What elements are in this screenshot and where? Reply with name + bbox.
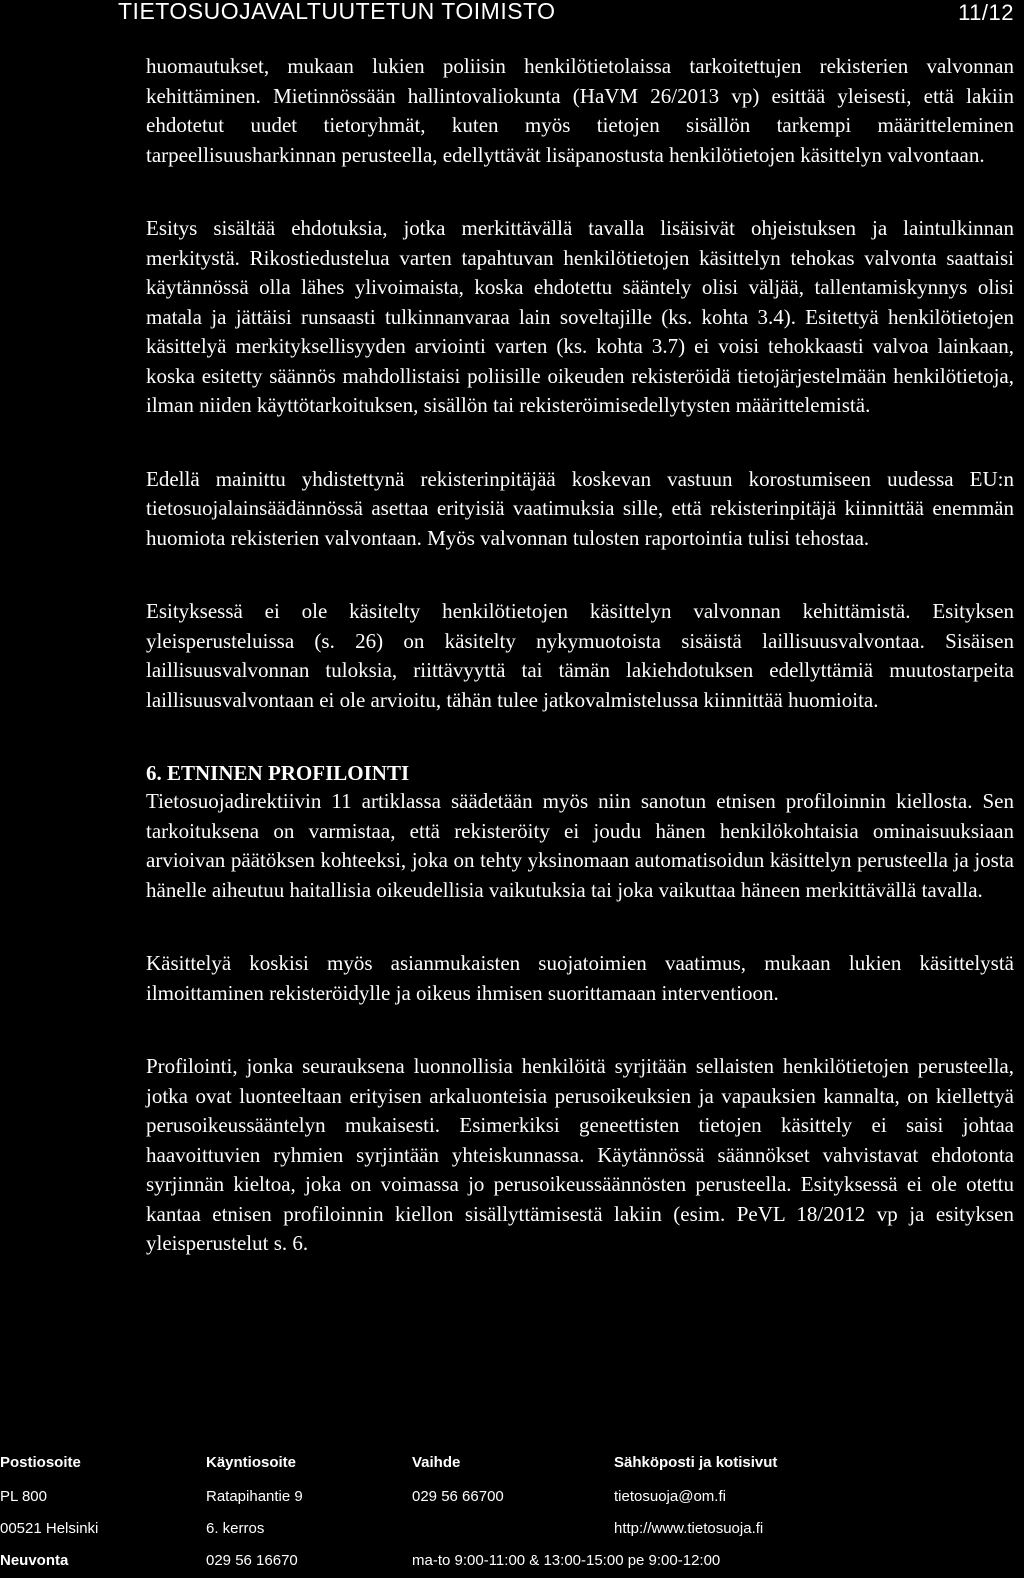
paragraph-2: Esitys sisältää ehdotuksia, jotka merkittävällä tavalla lisäisivät ohjeistuksen ja laintulkinnan merkitystä. Rikostiedustelua varten tapahtuvan henkilötietojen käsittelyn tehokas valvonta saattaisi käytännössä olla lähes ylivoimaista, koska ehdotettu sääntely olisi väljää, tallentamiskynnys olisi matala ja jättäisi runsaasti tulkinnanvaraa lain soveltajille (ks. kohta 3.4). Esitettyä henkilötietojen käsittelyä merkityksellisyyden arviointi varten (ks. kohta 3.7) ei voisi tehokkaasti valvoa lainkaan, koska esitetty säännös mahdollistaisi poliisille oikeuden rekisteröidä tietojärjestelmään henkilötietoja, ilman niiden käyttötarkoituksen, sisällön tai rekisteröimisedellytysten määrittelemistä. [146, 216, 1014, 417]
footer-postiosoite-label: Postiosoite [0, 1454, 81, 1471]
page-footer [0, 1448, 1024, 1578]
section-paragraph-1: Tietosuojadirektiivin 11 artiklassa säädetään myös niin sanotun etnisen profiloinnin kiellosta. Sen tarkoituksena on varmistaa, että rekisteröity ei joudu hänen henkilökohtaisia ominaisuuksiaan arvioivan päätöksen kohteeksi, joka on tehty yksinomaan automatisoidun käsittelyn perusteella ja josta hänelle aiheutuu haitallisia oikeudellisia vaikutuksia tai joka vaikuttaa häneen merkittävällä tavalla. [146, 789, 1014, 902]
section-paragraph-3: Profilointi, jonka seurauksena luonnollisia henkilöitä syrjitään sellaisten henkilötietojen perusteella, jotka ovat luonteeltaan erityisen arkaluonteisia perusoikeuksien ja vapauksien kannalta, on kiellettyä perusoikeussääntelyn mukaisesti. Esimerkiksi geneettisten tietojen käsittely ei saisi johtaa haavoittuvien ryhmien syrjintään yhteiskunnassa. Käytännössä säännökset vahvistavat ehdotonta syrjinnän kieltoa, joka on voimassa jo perusoikeussäännösten perusteella. Esityksessä ei ole otettu kantaa etnisen profiloinnin kiellon sisällyttämisestä lakiin (esim. PeVL 18/2012 vp ja esityksen yleisperustelut s. 6. [146, 1054, 1014, 1255]
paragraph-4: Esityksessä ei ole käsitelty henkilötietojen käsittelyn valvonnan kehittämistä. Esityksen yleisperusteluissa (s. 26) on käsitelty nykymuotoista sisäistä laillisuusvalvontaa. Sisäisen laillisuusvalvonnan tuloksia, riittävyyttä tai tämän lakiehdotuksen edellyttämiä muutostarpeita laillisuusvalvontaan ei ole arvioitu, tähän tulee jatkovalmistelussa kiinnittää huomioita. [146, 599, 1014, 712]
footer-neuvonta-label: Neuvonta [0, 1552, 69, 1569]
footer-postiosoite-line1: PL 800 [0, 1488, 47, 1505]
footer-neuvonta-value: 029 56 16670 [206, 1552, 298, 1569]
paragraph-3: Edellä mainittu yhdistettynä rekisterinpitäjää koskevan vastuun korostumiseen uudessa EU:n tietosuojalainsäädännössä asettaa erityisiä vaatimuksia sille, että rekisterinpitäjä kiinnittää enemmän huomiota rekisterien valvontaan. Myös valvonnan tulosten raportointia tulisi tehostaa. [146, 466, 1014, 550]
footer-opening-hours: ma-to 9:00-11:00 & 13:00-15:00 pe 9:00-12:00 [412, 1552, 721, 1569]
footer-kayntiosoite-label: Käyntiosoite [206, 1454, 297, 1471]
footer-vaihde-value: 029 56 66700 [412, 1488, 504, 1505]
footer-website[interactable]: http://www.tietosuoja.fi [614, 1520, 764, 1537]
page-header [0, 0, 1024, 36]
footer-vaihde-label: Vaihde [412, 1454, 461, 1471]
section-paragraph-2: Käsittelyä koskisi myös asianmukaisten suojatoimien vaatimus, mukaan lukien käsittelystä ilmoittaminen rekisteröidylle ja oikeus ihmisen suorittamaan interventioon. [146, 951, 1014, 1005]
footer-kayntiosoite-line1: Ratapihantie 9 [206, 1488, 303, 1505]
section-heading: 6. ETNINEN PROFILOINTI [146, 761, 410, 785]
organization-name: TIETOSUOJAVALTUUTETUN TOIMISTO [118, 0, 556, 24]
page-number: 11/12 [958, 0, 1014, 25]
paragraph-1: huomautukset, mukaan lukien poliisin henkilötietolaissa tarkoitettujen rekisterien valvonnan kehittäminen. Mietinnössään hallintovaliokunta (HaVM 26/2013 vp) esittää yleisesti, että lakiin ehdotetut uudet tietoryhmät, kuten myös tietojen sisällön tarkempi määritteleminen tarpeellisuusharkinnan perusteella, edellyttävät lisäpanostusta henkilötietojen käsittelyn valvontaan. [146, 54, 1014, 167]
footer-email[interactable]: tietosuoja@om.fi [614, 1488, 726, 1505]
document-body [146, 52, 1014, 1259]
footer-postiosoite-line2: 00521 Helsinki [0, 1520, 99, 1537]
footer-kayntiosoite-line2: 6. kerros [206, 1520, 265, 1537]
footer-sahkoposti-label: Sähköposti ja kotisivut [614, 1454, 778, 1471]
